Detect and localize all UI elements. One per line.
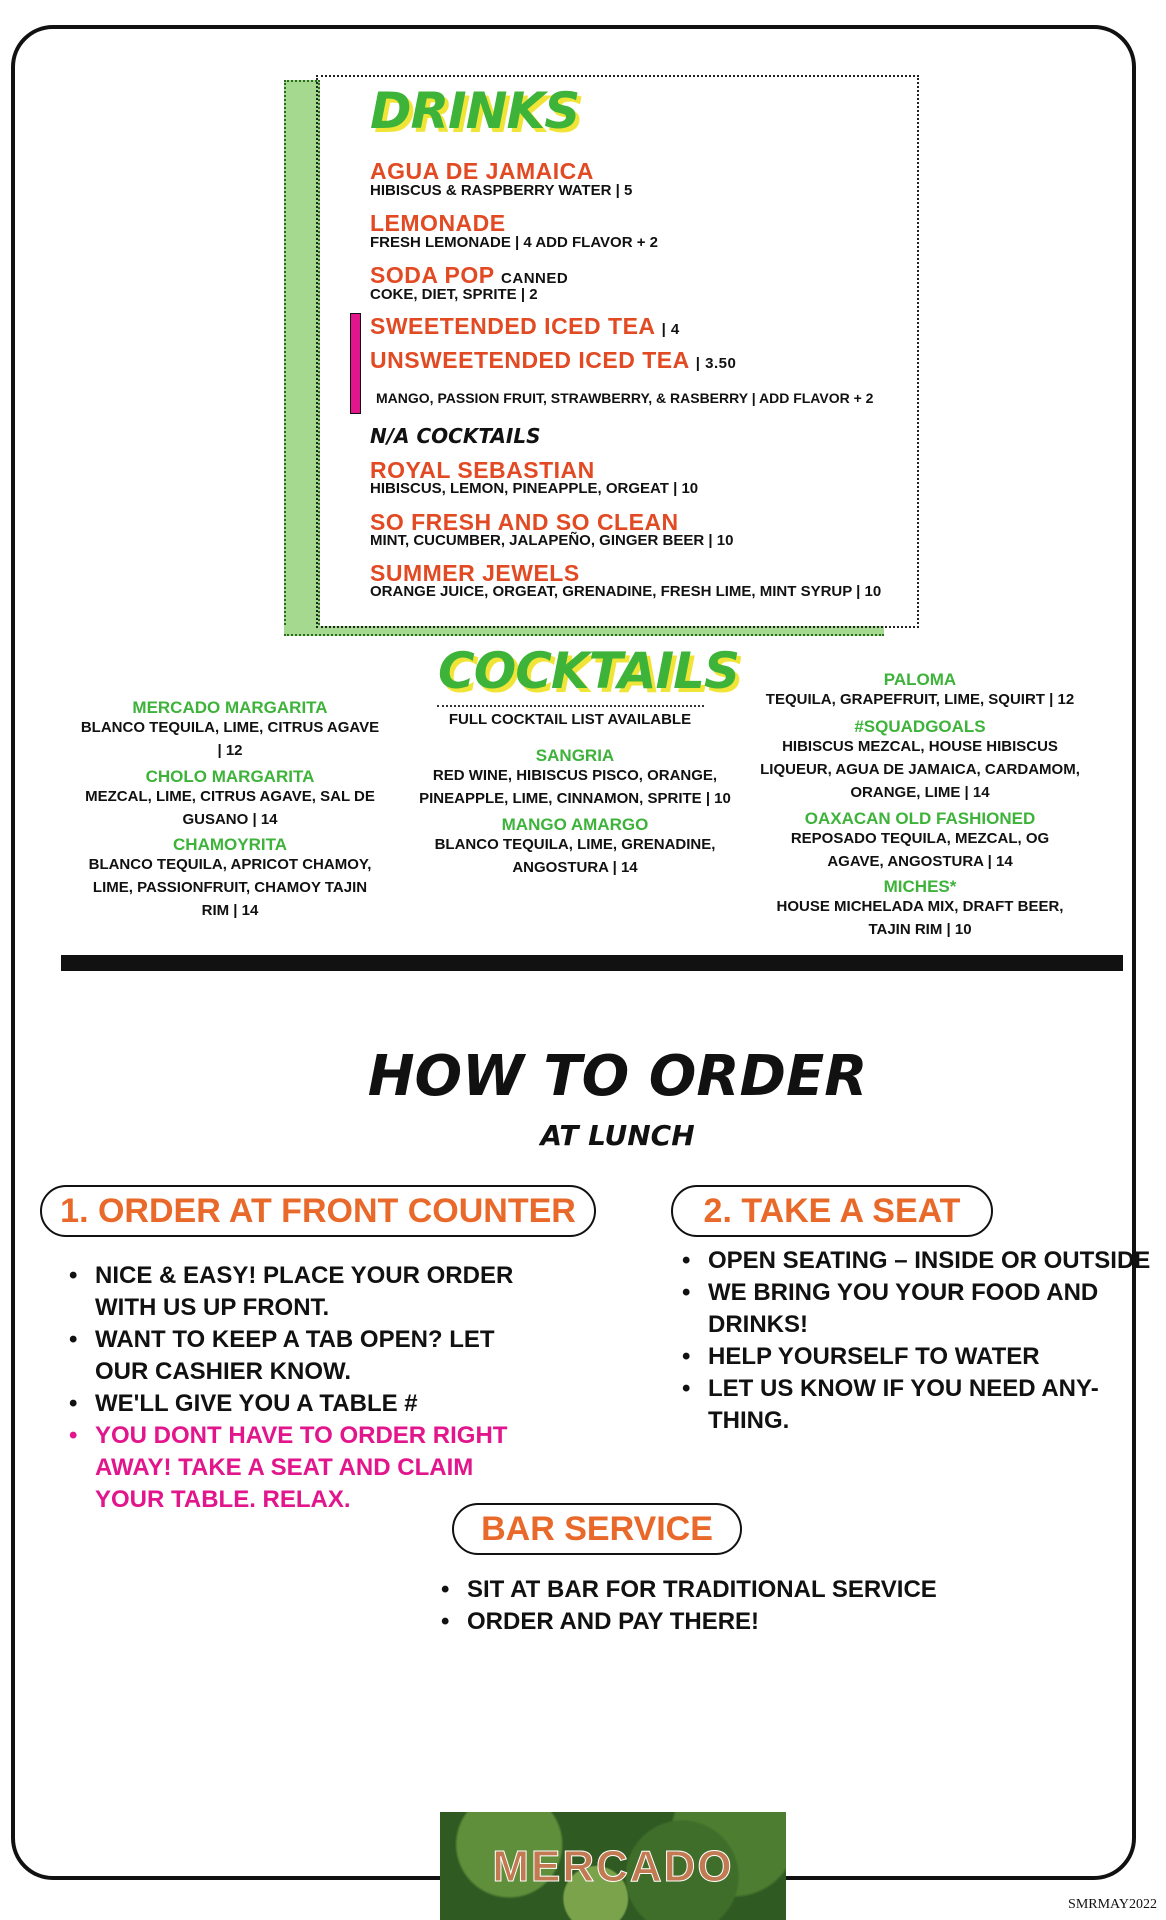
cocktail-desc-line: | 12 [217, 742, 243, 759]
cocktail-desc [400, 833, 750, 879]
bullet-glyph: • [69, 1390, 78, 1417]
cocktails-dotted-rule [437, 705, 704, 707]
step2-bullet [682, 1341, 1040, 1373]
cocktails-subtitle: FULL COCKTAIL LIST AVAILABLE [448, 711, 692, 728]
cocktail-desc-line: LIME, PASSIONFRUIT, CHAMOY TAJIN [92, 879, 368, 896]
cocktail-desc [750, 895, 1090, 941]
cocktail-desc-line: GUSANO | 14 [182, 811, 278, 828]
cocktail-name: CHOLO MARGARITA [145, 767, 315, 786]
step1-bullet [69, 1324, 495, 1388]
cocktail-desc-line: BLANCO TEQUILA, LIME, GRENADINE, [434, 836, 716, 853]
bar-bullet [441, 1606, 760, 1638]
cocktail-desc-line: RIM | 14 [201, 902, 259, 919]
cocktail-name: SANGRIA [535, 746, 615, 765]
cocktail-name: MANGO AMARGO [501, 815, 649, 834]
bullet-line: NICE & EASY! PLACE YOUR ORDER [95, 1262, 514, 1289]
drink-desc: FRESH LEMONADE | 4 ADD FLAVOR + 2 [370, 234, 658, 251]
cocktail-desc [745, 735, 1095, 804]
bullet-glyph: • [682, 1279, 691, 1306]
bullet-line: YOUR TABLE. RELAX. [95, 1486, 351, 1513]
cocktail-name: MICHES* [883, 877, 957, 896]
bar-bullet [441, 1574, 937, 1606]
bullet-glyph: • [441, 1608, 450, 1635]
drink-desc: HIBISCUS & RASPBERRY WATER | 5 [370, 182, 633, 199]
drink-name: UNSWEETENDED ICED TEA [370, 347, 689, 373]
step1-highlight-bullet [69, 1420, 508, 1516]
bar-service-label: BAR SERVICE [452, 1503, 742, 1555]
how-to-order-subtitle: AT LUNCH [540, 1119, 695, 1152]
drink-name-row [370, 347, 736, 377]
mercado-logo [440, 1812, 786, 1920]
tea-highlight-bar [350, 313, 361, 414]
bullet-line: WANT TO KEEP A TAB OPEN? LET [95, 1326, 495, 1353]
step2-bullet [682, 1277, 1099, 1341]
drink-name: AGUA DE JAMAICA [370, 158, 594, 184]
step1-bullet [69, 1388, 418, 1420]
drink-name-row [370, 313, 680, 343]
drink-name-suffix: CANNED [501, 270, 569, 287]
cocktail-desc [750, 688, 1090, 711]
cocktail-desc-line: ANGOSTURA | 14 [512, 859, 638, 876]
cocktail-name: #SQUADGOALS [854, 717, 986, 736]
step2-bullet [682, 1245, 1151, 1277]
bullet-glyph: • [682, 1375, 691, 1402]
cocktail-name: CHAMOYRITA [173, 835, 287, 854]
cocktails-title: COCKTAILS [438, 642, 740, 700]
cocktail-desc [750, 827, 1090, 873]
cocktail-desc [70, 853, 390, 922]
cocktail-desc-line: AGAVE, ANGOSTURA | 14 [827, 853, 1013, 870]
bullet-line: HELP YOURSELF TO WATER [708, 1343, 1040, 1370]
cocktail-desc-line: TAJIN RIM | 10 [868, 921, 972, 938]
cocktail-desc [400, 764, 750, 810]
how-to-order-title: HOW TO ORDER [367, 1044, 868, 1109]
bullet-line: LET US KNOW IF YOU NEED ANY- [708, 1375, 1099, 1402]
cocktail-desc-line: REPOSADO TEQUILA, MEZCAL, OG [790, 830, 1050, 847]
print-code: SMRMAY2022 [1068, 1897, 1157, 1912]
bullet-glyph: • [441, 1576, 450, 1603]
cocktail-desc-line: TEQUILA, GRAPEFRUIT, LIME, SQUIRT | 12 [765, 691, 1075, 708]
bullet-line: WE BRING YOU YOUR FOOD AND [708, 1279, 1099, 1306]
flavor-note: MANGO, PASSION FRUIT, STRAWBERRY, & RASBERRY | ADD FLAVOR + 2 [376, 390, 874, 406]
bullet-glyph: • [69, 1422, 78, 1449]
cocktail-name: PALOMA [883, 670, 957, 689]
drink-desc: COKE, DIET, SPRITE | 2 [370, 286, 538, 303]
na-drink-name: SUMMER JEWELS [370, 560, 580, 586]
bullet-glyph: • [682, 1247, 691, 1274]
cocktail-desc-line: BLANCO TEQUILA, APRICOT CHAMOY, [88, 856, 372, 873]
step1-label: 1. ORDER AT FRONT COUNTER [40, 1185, 596, 1237]
cocktail-desc-line: BLANCO TEQUILA, LIME, CITRUS AGAVE [80, 719, 380, 736]
cocktail-name: MERCADO MARGARITA [132, 698, 328, 717]
cocktail-desc [70, 716, 390, 762]
bullet-line: OUR CASHIER KNOW. [95, 1358, 352, 1385]
na-drink-desc: ORANGE JUICE, ORGEAT, GRENADINE, FRESH LIME, MINT SYRUP | 10 [370, 583, 882, 600]
na-drink-name: SO FRESH AND SO CLEAN [370, 509, 679, 535]
na-drink-desc: MINT, CUCUMBER, JALAPEÑO, GINGER BEER | 10 [370, 532, 734, 549]
step2-bullet [682, 1373, 1099, 1437]
step2-label: 2. TAKE A SEAT [671, 1185, 993, 1237]
drinks-green-border [284, 80, 320, 636]
drink-name: SODA POP [370, 262, 495, 288]
section-divider [61, 955, 1123, 971]
bullet-line: ORDER AND PAY THERE! [467, 1608, 760, 1635]
cocktail-desc-line: PINEAPPLE, LIME, CINNAMON, SPRITE | 10 [419, 790, 731, 807]
cocktail-name: OAXACAN OLD FASHIONED [804, 809, 1036, 828]
cocktail-desc-line: LIQUEUR, AGUA DE JAMAICA, CARDAMOM, [760, 761, 1080, 778]
bullet-glyph: • [69, 1262, 78, 1289]
bullet-line: AWAY! TAKE A SEAT AND CLAIM [95, 1454, 474, 1481]
drink-name: LEMONADE [370, 210, 506, 236]
cocktail-desc-line: RED WINE, HIBISCUS PISCO, ORANGE, [432, 767, 718, 784]
bullet-line: DRINKS! [708, 1311, 808, 1338]
drink-name-suffix: | 4 [661, 321, 680, 338]
cocktail-desc-line: MEZCAL, LIME, CITRUS AGAVE, SAL DE [85, 788, 375, 805]
bullet-glyph: • [682, 1343, 691, 1370]
bullet-line: THING. [708, 1407, 790, 1434]
cocktail-desc-line: HOUSE MICHELADA MIX, DRAFT BEER, [776, 898, 1064, 915]
drinks-title: DRINKS [370, 82, 580, 140]
step1-bullet [69, 1260, 514, 1324]
drink-name-suffix: | 3.50 [695, 355, 737, 372]
bullet-line: SIT AT BAR FOR TRADITIONAL SERVICE [467, 1576, 937, 1603]
logo-text: MERCADO [492, 1842, 734, 1891]
bullet-line: WITH US UP FRONT. [95, 1294, 330, 1321]
drink-name: SWEETENDED ICED TEA [370, 313, 655, 339]
cocktail-desc-line: HIBISCUS MEZCAL, HOUSE HIBISCUS [782, 738, 1058, 755]
na-drink-name: ROYAL SEBASTIAN [370, 457, 595, 483]
bullet-glyph: • [69, 1326, 78, 1353]
cocktail-desc [70, 785, 390, 831]
bullet-line: WE'LL GIVE YOU A TABLE # [95, 1390, 418, 1417]
cocktail-desc-line: ORANGE, LIME | 14 [850, 784, 990, 801]
na-drink-desc: HIBISCUS, LEMON, PINEAPPLE, ORGEAT | 10 [370, 480, 699, 497]
bullet-line: YOU DONT HAVE TO ORDER RIGHT [95, 1422, 508, 1449]
na-cocktails-heading: N/A COCKTAILS [370, 424, 541, 448]
bullet-line: OPEN SEATING – INSIDE OR OUTSIDE [708, 1247, 1151, 1274]
